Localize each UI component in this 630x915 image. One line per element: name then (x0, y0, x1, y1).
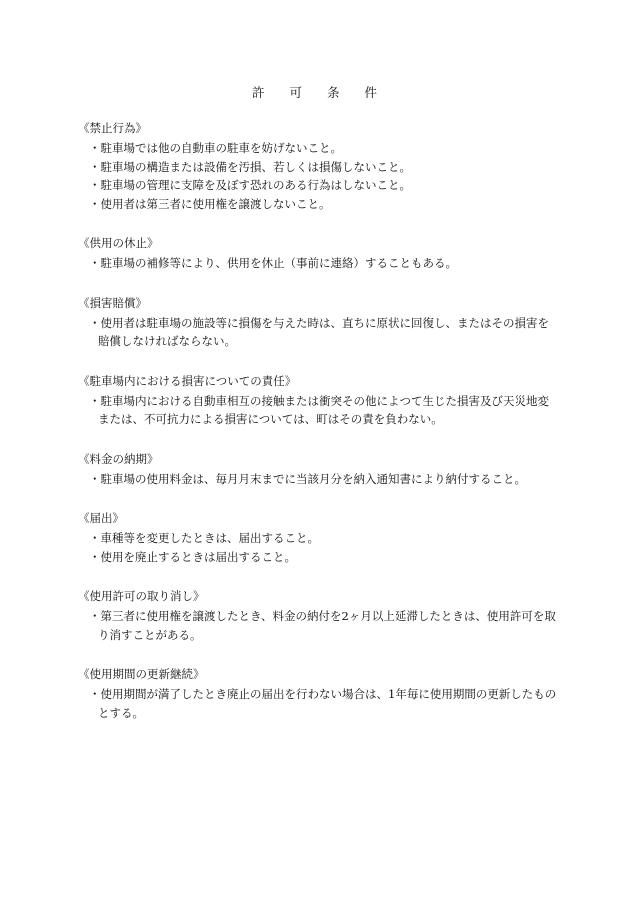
section-payment-due (79, 451, 559, 489)
section-suspension (79, 235, 559, 273)
conditions-list (79, 120, 559, 744)
list-item: ・第三者に使用権を譲渡したとき、料金の納付を2ヶ月以上延滞したときは、使用許可を取り消すことがある。 (89, 609, 556, 642)
section-heading: 《届出》 (78, 511, 124, 525)
list-item: ・駐車場の構造または設備を汚損、若しくは損傷しないこと。 (89, 159, 411, 174)
list-item: ・駐車場の使用料金は、毎月月末までに当該月分を納入通知書により納付すること。 (89, 471, 526, 486)
list-item: ・使用期間が満了したとき廃止の届出を行わない場合は、1年毎に使用期間の更新したものとする。 (89, 687, 557, 720)
title-char: 許 (251, 85, 266, 100)
section-heading: 《使用期間の更新継続》 (78, 667, 205, 681)
section-heading: 《禁止行為》 (78, 121, 147, 135)
title-char: 件 (364, 85, 379, 100)
list-item: ・駐車場の管理に支障を及ぼす恐れのある行為はしないこと。 (89, 178, 411, 192)
section-heading: 《供用の休止》 (78, 236, 159, 250)
list-item: ・駐車場では他の自動車の駐車を妨げないこと。 (89, 141, 342, 155)
section-prohibited-acts (79, 120, 559, 213)
list-item: ・使用者は第三者に使用権を譲渡しないこと。 (89, 196, 331, 211)
section-damages (79, 295, 559, 351)
title-char: 可 (289, 85, 303, 100)
list-item: ・駐車場の補修等により、供用を休止（事前に連絡）することもある。 (89, 256, 457, 270)
list-item: ・使用者は駐車場の施設等に損傷を与えた時は、直ちに原状に回復し、またはその損害を賠償しなければならない。 (89, 315, 549, 348)
list-item: ・使用を廃止するときは届出すること。 (89, 549, 296, 564)
list-item: ・車種等を変更したときは、届出すること。 (89, 531, 319, 545)
section-renewal (79, 666, 559, 722)
section-heading: 《駐車場内における損害についての責任》 (78, 373, 297, 388)
list-item: ・駐車場内における自動車相互の接触または衝突その他によつて生じた損害及び天災地変または、不可抗力による損害については、町はその責を負わない。 (89, 393, 549, 426)
section-heading: 《使用許可の取り消し》 (78, 589, 205, 603)
section-heading: 《損害賠償》 (78, 295, 147, 310)
section-notification (79, 510, 559, 566)
section-liability (79, 373, 559, 429)
section-revocation (79, 588, 559, 644)
page-title (0, 83, 630, 101)
section-heading: 《料金の納期》 (78, 451, 159, 466)
title-char: 条 (327, 85, 341, 100)
